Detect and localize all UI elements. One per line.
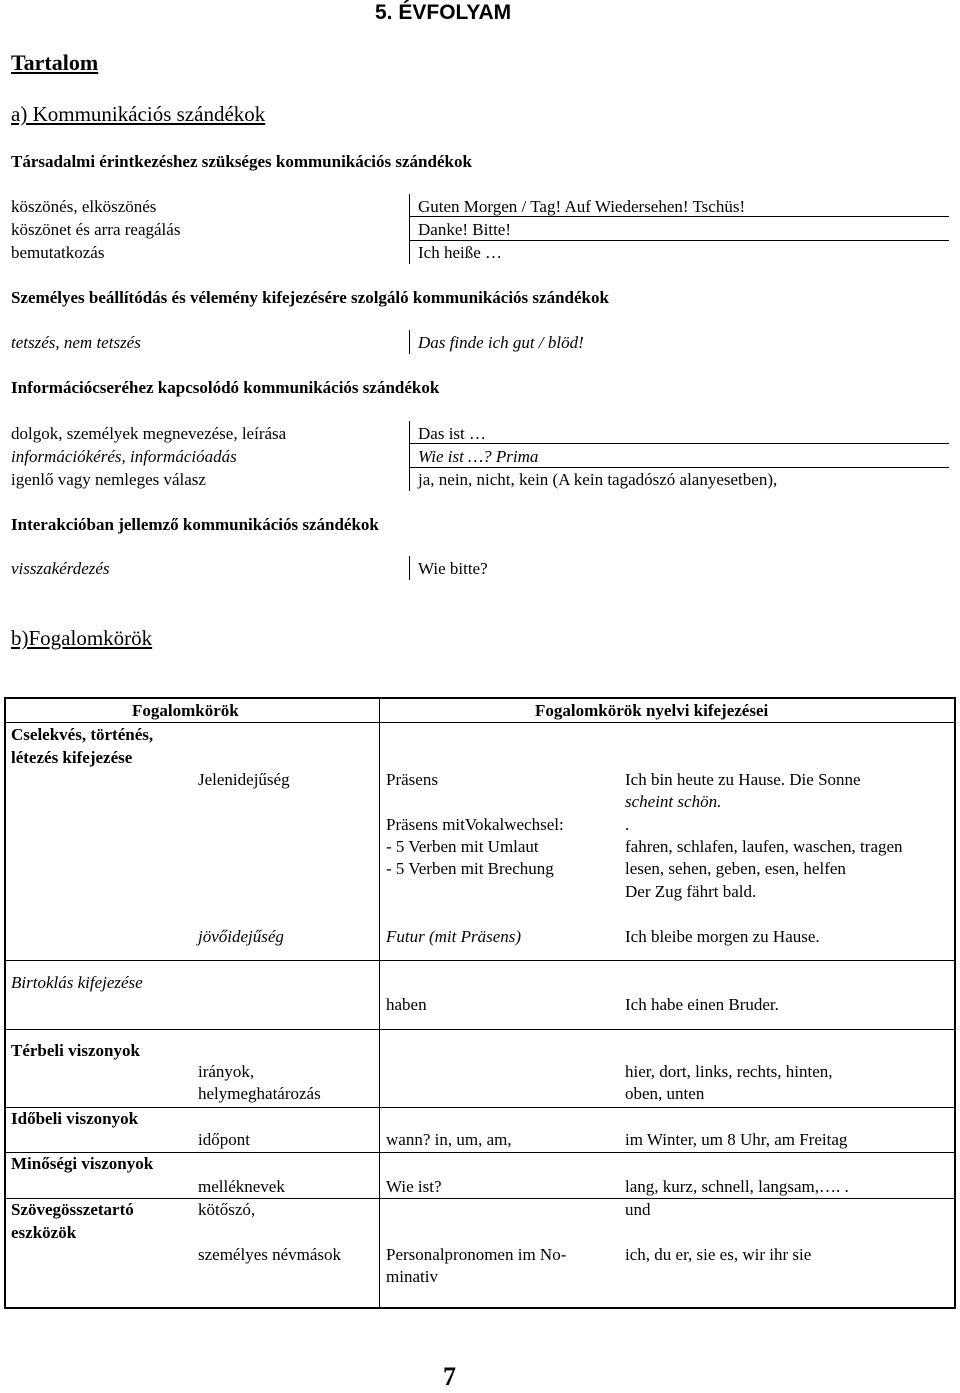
category-label: Minőségi viszonyok [11, 1154, 154, 1173]
intent-label: köszönés, elköszönés [11, 197, 157, 216]
grammar-form: haben [386, 995, 427, 1014]
intent-label: igenlő vagy nemleges válasz [11, 470, 206, 489]
group-heading: Interakcióban jellemző kommunikációs szándékok [11, 515, 379, 534]
intent-label: tetszés, nem tetszés [11, 333, 141, 352]
grammar-form: Präsens mitVokalwechsel: [386, 815, 564, 834]
grammar-form: wann? in, um, am, [386, 1130, 512, 1149]
example: Ich habe einen Bruder. [625, 995, 779, 1014]
expression: Ich heiße … [418, 243, 503, 262]
category-label: létezés kifejezése [11, 748, 133, 767]
subcategory-label: Jelenidejűség [198, 770, 290, 789]
expression: Wie bitte? [418, 559, 488, 578]
divider [409, 443, 949, 444]
grammar-form: - 5 Verben mit Umlaut [386, 837, 539, 856]
section-a-title: a) Kommunikációs szándékok [11, 102, 266, 126]
divider [409, 421, 410, 491]
group-heading: Társadalmi érintkezéshez szükséges kommunikációs szándékok [11, 152, 472, 171]
expression: Das finde ich gut / blöd! [418, 333, 584, 352]
divider [409, 194, 410, 264]
example: fahren, schlafen, laufen, waschen, tragen [625, 837, 903, 856]
category-label: Cselekvés, történés, [11, 725, 154, 744]
intent-label: dolgok, személyek megnevezése, leírása [11, 424, 287, 443]
expression: Wie ist …? Prima [418, 447, 539, 466]
subcategory-label: időpont [198, 1130, 250, 1149]
category-label: Szövegösszetartó [11, 1200, 134, 1219]
subcategory-label: kötőszó, [198, 1200, 256, 1219]
row-rule [4, 1198, 956, 1199]
intent-label: köszönet és arra reagálás [11, 220, 181, 239]
page-number: 7 [443, 1362, 456, 1391]
row-rule [4, 1029, 956, 1030]
section-b-title: b)Fogalomkörök [11, 626, 153, 650]
group-heading: Információcseréhez kapcsolódó kommunikációs szándékok [11, 378, 440, 397]
grammar-form: Wie ist? [386, 1177, 442, 1196]
intent-label: visszakérdezés [11, 559, 110, 578]
divider [409, 330, 410, 354]
expression: Danke! Bitte! [418, 220, 511, 239]
table-divider [379, 697, 380, 1309]
grammar-form: Präsens [386, 770, 438, 789]
grammar-form: minativ [386, 1267, 438, 1286]
example: . [625, 815, 630, 834]
category-label: Térbeli viszonyok [11, 1041, 140, 1060]
example: Ich bin heute zu Hause. Die Sonne [625, 770, 861, 789]
category-label: Időbeli viszonyok [11, 1109, 139, 1128]
example: lang, kurz, schnell, langsam,…. . [625, 1177, 849, 1196]
example: hier, dort, links, rechts, hinten, [625, 1062, 833, 1081]
example: lesen, sehen, geben, esen, helfen [625, 859, 846, 878]
intent-label: bemutatkozás [11, 243, 105, 262]
subcategory-label: jövőidejűség [198, 927, 284, 946]
grammar-form: Futur (mit Präsens) [386, 927, 522, 946]
example: und [625, 1200, 651, 1219]
example: Der Zug fährt bald. [625, 882, 757, 901]
page-title: Tartalom [11, 50, 99, 75]
row-rule [4, 960, 956, 961]
grammar-form: Personalpronomen im No- [386, 1245, 567, 1264]
grammar-form: - 5 Verben mit Brechung [386, 859, 554, 878]
expression: Das ist … [418, 424, 486, 443]
subcategory-label: melléknevek [198, 1177, 285, 1196]
table-header-rule [4, 722, 956, 723]
category-label: Birtoklás kifejezése [11, 973, 143, 992]
category-label: eszközök [11, 1223, 77, 1242]
row-rule [4, 1107, 956, 1108]
expression: Guten Morgen / Tag! Auf Wiedersehen! Tschüs! [418, 197, 746, 216]
divider [409, 556, 410, 580]
example: scheint schön. [625, 792, 722, 811]
example: ich, du er, sie es, wir ihr sie [625, 1245, 812, 1264]
expression: ja, nein, nicht, kein (A kein tagadószó alanyesetben), [418, 470, 778, 489]
example: Ich bleibe morgen zu Hause. [625, 927, 820, 946]
grade-heading: 5. ÉVFOLYAM [375, 1, 512, 24]
table-header-left: Fogalomkörök [132, 701, 239, 720]
intent-label: információkérés, információadás [11, 447, 237, 466]
table-header-right: Fogalomkörök nyelvi kifejezései [535, 701, 769, 720]
subcategory-label: helymeghatározás [198, 1084, 321, 1103]
example: im Winter, um 8 Uhr, am Freitag [625, 1130, 848, 1149]
subcategory-label: irányok, [198, 1062, 255, 1081]
group-heading: Személyes beállítódás és vélemény kifejezésére szolgáló kommunikációs szándékok [11, 288, 609, 307]
example: oben, unten [625, 1084, 705, 1103]
subcategory-label: személyes névmások [198, 1245, 342, 1264]
